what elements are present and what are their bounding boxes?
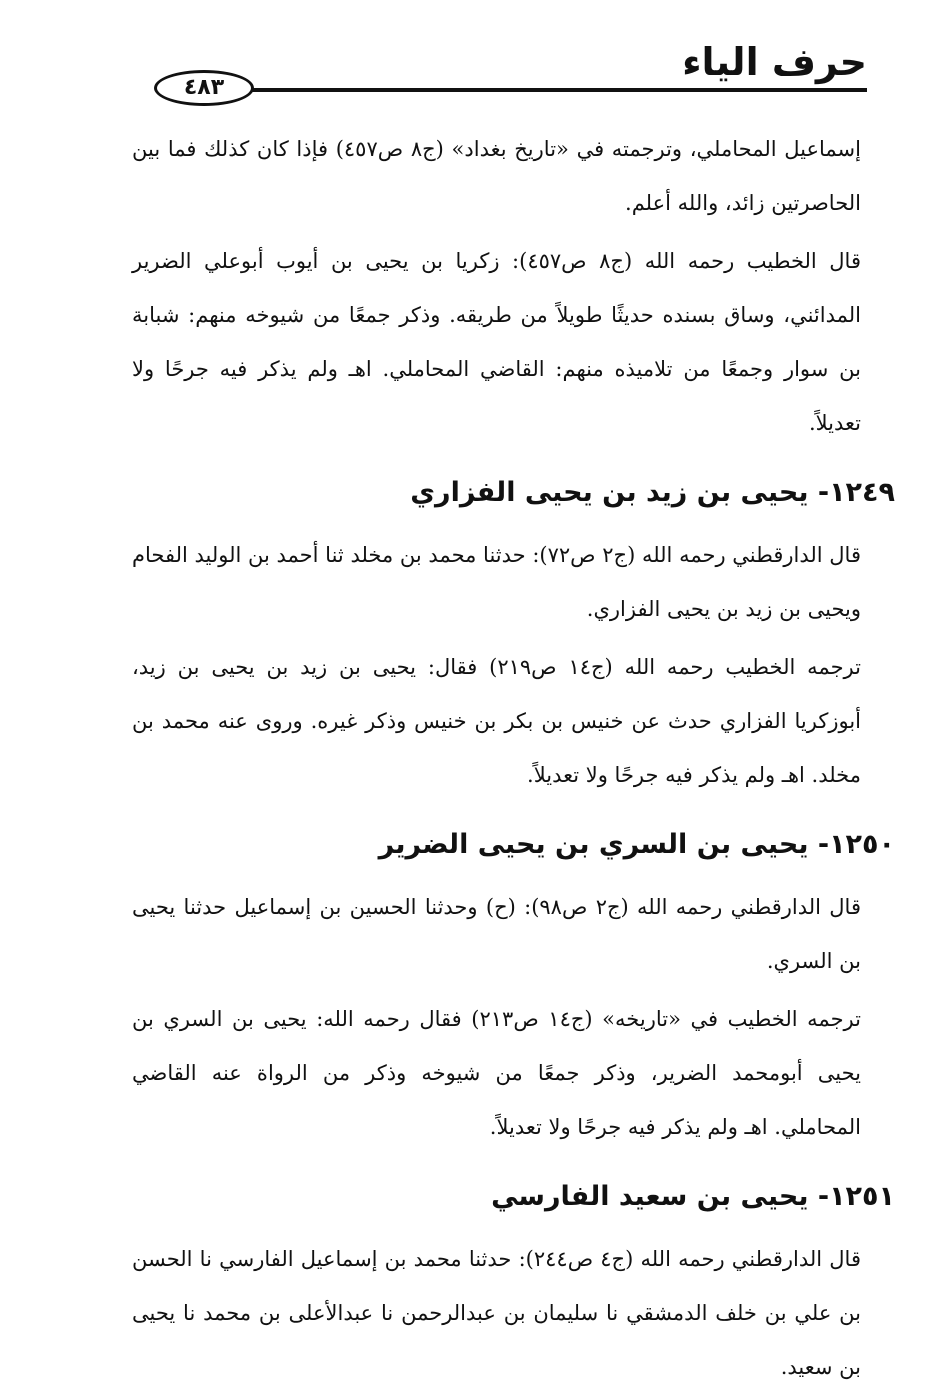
entry-heading: ١٢٤٩- يحيى بن زيد بن يحيى الفزاري: [410, 477, 895, 508]
paragraph: قال الدارقطني رحمه الله (ج٤ ص٢٤٤): حدثنا محمد بن إسماعيل الفارسي نا الحسن بن علي بن خلف الدمشقي نا سليمان بن عبدالرحمن نا عبدالأعلى بن محمد نا يحيى بن سعيد.: [132, 1247, 861, 1379]
page-number: ٤٨٣: [154, 70, 254, 106]
paragraph: قال الدارقطني رحمه الله (ج٢ ص٩٨): (ح) وحدثنا الحسين بن إسماعيل حدثنا يحيى بن السري.: [132, 895, 861, 973]
paragraph: ترجمه الخطيب في «تاريخه» (ج١٤ ص٢١٣) فقال رحمه الله: يحيى بن السري بن يحيى أبومحمد الضرير، وذكر جمعًا من شيوخه وذكر من الرواة عنه القاضي المحاملي. اهـ ولم يذكر فيه جرحًا ولا تعديلاً.: [132, 1007, 861, 1139]
entry-heading: ١٢٥٠- يحيى بن السري بن يحيى الضرير: [378, 829, 895, 860]
chapter-title: حرف الياء: [682, 40, 867, 84]
paragraph: قال الخطيب رحمه الله (ج٨ ص٤٥٧): زكريا بن يحيى بن أيوب أبوعلي الضرير المدائني، وساق بسنده حديثًا طويلاً من طريقه. وذكر جمعًا من شيوخه منهم: شبابة بن سوار وجمعًا من تلاميذه منهم: القاضي المحاملي. اهـ ولم يذكر فيه جرحًا ولا تعديلاً.: [132, 249, 861, 435]
header-rule: [227, 88, 867, 92]
page-header: [132, 38, 867, 100]
paragraph: قال الدارقطني رحمه الله (ج٢ ص٧٢): حدثنا محمد بن مخلد ثنا أحمد بن الوليد الفحام ويحيى بن زيد بن يحيى الفزاري.: [132, 543, 861, 621]
paragraph: إسماعيل المحاملي، وترجمته في «تاريخ بغداد» (ج٨ ص٤٥٧) فإذا كان كذلك فما بين الحاصرتين زائد، والله أعلم.: [132, 137, 861, 215]
paragraph: ترجمه الخطيب رحمه الله (ج١٤ ص٢١٩) فقال: يحيى بن زيد بن يحيى بن زيد، أبوزكريا الفزاري حدث عن خنيس بن بكر بن خنيس وذكر غيره. وروى عنه محمد بن مخلد. اهـ ولم يذكر فيه جرحًا ولا تعديلاً.: [132, 655, 861, 787]
page-body: [132, 122, 895, 1398]
entry-heading: ١٢٥١- يحيى بن سعيد الفارسي: [491, 1181, 895, 1212]
